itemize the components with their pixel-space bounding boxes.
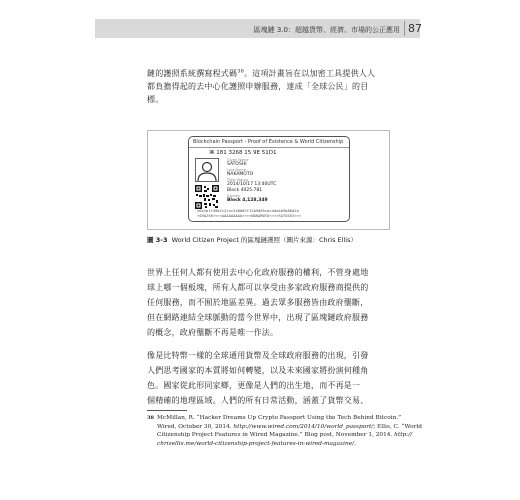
footnote-reference[interactable]: 38: [237, 68, 244, 75]
running-header-title: 區塊鏈 3.0：超越貨幣、經濟、市場的公正應用: [253, 26, 400, 34]
passport-number: ⌘ 181 3268 15 9E 51D1: [209, 150, 277, 156]
field-value-given-name: SATOSHI: [227, 162, 247, 167]
paragraph-1-line-2: 都負擔得起的去中心化護照申辦服務，達成「全球公民」的目: [147, 82, 369, 91]
paragraph-2-line: 球上哪一個板塊，所有人都可以享受由多家政府服務商提供的: [147, 283, 369, 292]
field-value-block: Block 4025.781: [227, 188, 263, 193]
footnote-body: [157, 414, 422, 448]
paragraph-2-line: 但在網路連結全球脈動的當今世界中，出現了區塊鏈政府服務: [147, 313, 369, 322]
header-separator: [404, 21, 405, 36]
passport-card: [188, 136, 350, 222]
footnote-link[interactable]: chrisellis.me/world-citizenship-project-features-in-wired-magazine/.: [157, 440, 356, 447]
paragraph-3-line: 像是比特幣一樣的全球通用貨幣及全球政府服務的出現，引發: [147, 351, 369, 360]
person-icon: [195, 158, 219, 182]
footnote-line-2: [157, 423, 422, 432]
footnote-line-3: [157, 431, 413, 440]
field-value-last-name: NAKAMOTO: [227, 172, 254, 177]
paragraph-3-line: 人們思考國家的本質將如何轉變，以及未來國家將扮演何種角: [147, 366, 369, 375]
paragraph-2-line: 的概念，政府壟斷不再是唯一作法。: [147, 328, 279, 337]
field-label-time-stamp: Time Stamp: [227, 178, 249, 182]
passport-title: Blockchain Passport - Proof of Existence & World Citizenship: [189, 137, 349, 148]
page-number: 87: [408, 22, 422, 35]
paragraph-3: [147, 348, 392, 408]
field-value-time-stamp: 2014/10/17 13:40UTC: [227, 182, 277, 187]
paragraph-2-line: 世界上任何人都有使用去中心化政府服務的權利，不管身處地: [147, 268, 369, 277]
footnote-divider: [147, 410, 187, 411]
footnote-text: ; Ellis, C. “World: [373, 423, 422, 430]
footnote-link[interactable]: http://: [394, 432, 413, 438]
machine-readable-line-2: <SHA256<<<<AAAAAAAAA<<<<NAKAMOTO<<<<SATOSHI<<<: [197, 214, 302, 218]
footnote-text: Citizenship Project Features in Wired Magazine.” Blog post, November 1, 2014.: [157, 432, 395, 438]
field-label-last-name: Last Name: [227, 168, 246, 172]
paragraph-3-line: 個精確的地理區域。人們的所有日常活動，涵蓋了貨幣交易、: [147, 396, 369, 405]
figure-caption: [147, 235, 357, 244]
paragraph-1-line-3: 標。: [147, 95, 164, 104]
paragraph-1: [147, 67, 392, 106]
figure-caption-text: World Citizen Project 的區塊鏈護照（圖片來源：Chris Ellis）: [171, 236, 357, 244]
field-value-expires: Block 4,128,349: [227, 198, 268, 203]
figure-number: 圖 3-3: [147, 236, 168, 244]
footnote-text: Wired, October 30, 2014.: [157, 423, 234, 430]
field-label-expires: Expires: [227, 194, 240, 198]
paragraph-2: [147, 265, 392, 340]
paragraph-3-line: 色。國家從此形同家鄉，更像是人們的出生地，而不再是一: [147, 381, 361, 390]
footnote-link[interactable]: http://www.wired.com/2014/10/world_passport/: [233, 423, 374, 430]
paragraph-2-line: 任何服務，而不囿於地區差異。過去眾多服務皆由政府壟斷，: [147, 298, 369, 307]
footnote-line-4: [157, 440, 387, 449]
machine-readable-line-1: xOx1b1f49b7c2cxc2x6b87f12b9d85cac4da4b5b88d2a: [197, 209, 299, 213]
field-label-given-name: Given Name: [227, 158, 249, 162]
qr-code-icon: [195, 185, 219, 209]
text-segment: 鏈的護照系統撰寫程式碼: [147, 69, 238, 78]
footnote-line-1: McMillan, R. “Hacker Dreams Up Crypto Passport Using the Tech Behind Bitcoin.”: [157, 415, 402, 421]
paragraph-1-line-1: [147, 67, 392, 80]
figure-frame: [147, 130, 390, 230]
footnote-number: 38: [147, 415, 154, 421]
text-segment: 。這項計畫旨在以加密工具提供人人: [243, 69, 376, 78]
